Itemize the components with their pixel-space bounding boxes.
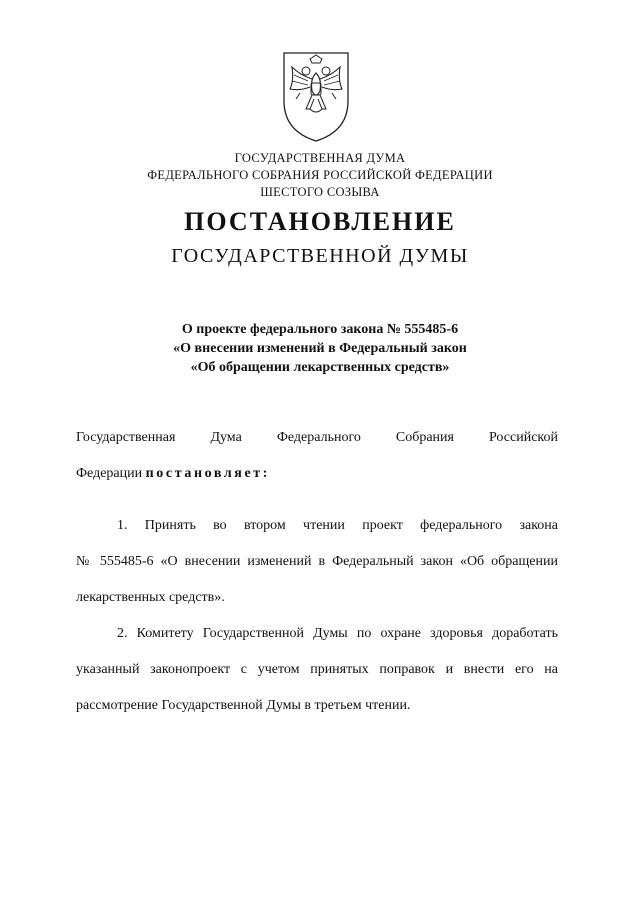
item-1-line-3: лекарственных средств». — [76, 590, 225, 605]
subject-line-1: О проекте федерального закона № 555485-6 — [181, 322, 459, 337]
issuer-header — [0, 150, 640, 201]
header-line-2: ФЕДЕРАЛЬНОГО СОБРАНИЯ РОССИЙСКОЙ ФЕДЕРАЦИИ — [147, 168, 493, 182]
document-issuer: ГОСУДАРСТВЕННОЙ ДУМЫ — [171, 245, 469, 267]
preamble-line-2 — [76, 465, 558, 483]
item-1-line-1: 1. Принять во втором чтении проект федерального закона — [117, 518, 558, 533]
subject-line-2: «О внесении изменений в Федеральный закон — [173, 341, 467, 356]
document-title — [0, 207, 640, 269]
subject-line-3: «Об обращении лекарственных средств» — [190, 360, 450, 375]
preamble-line-1: Государственная Дума Федерального Собрания Российской — [76, 430, 558, 445]
item-2-line-3: рассмотрение Государственной Думы в третьем чтении. — [76, 698, 411, 713]
header-line-1: ГОСУДАРСТВЕННАЯ ДУМА — [234, 151, 406, 165]
item-2-line-1: 2. Комитету Государственной Думы по охране здоровья доработать — [117, 626, 558, 641]
preamble-resolves: постановляет: — [145, 466, 271, 481]
document-type: ПОСТАНОВЛЕНИЕ — [184, 207, 456, 236]
document-subject — [0, 320, 640, 377]
preamble-prefix: Федерации — [76, 466, 143, 481]
header-line-3: ШЕСТОГО СОЗЫВА — [260, 185, 380, 199]
coat-of-arms-emblem — [280, 49, 352, 144]
double-headed-eagle-icon — [280, 49, 352, 144]
item-2-line-2: указанный законопроект с учетом принятых поправок и внести его на — [76, 662, 558, 677]
item-1-line-2: № 555485-6 «О внесении изменений в Федеральный закон «Об обращении — [76, 554, 558, 569]
